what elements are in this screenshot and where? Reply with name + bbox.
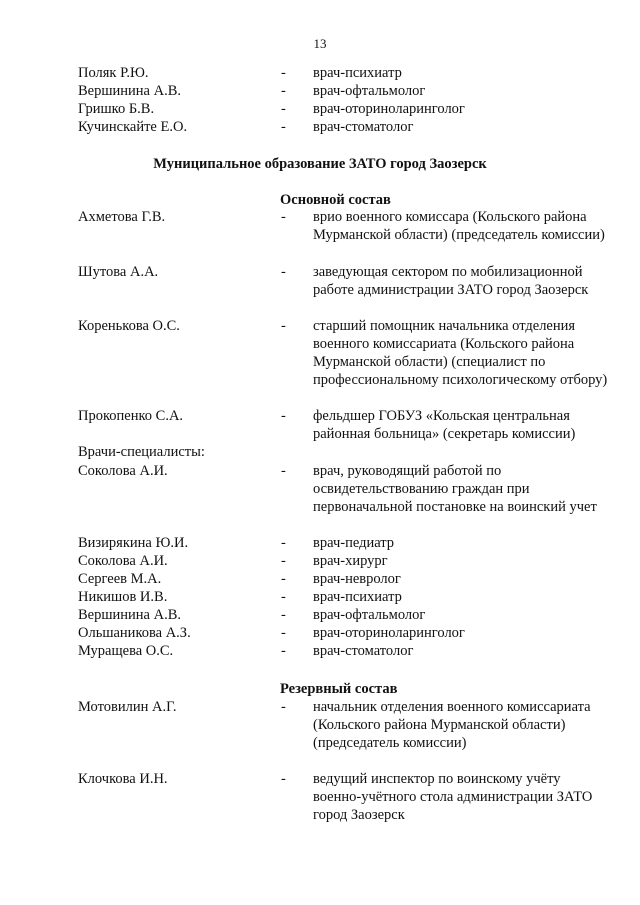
separator-dash: - — [281, 463, 286, 479]
person-name: Гришко Б.В. — [78, 101, 155, 117]
main-composition-heading: Основной состав — [280, 192, 391, 208]
person-name: Коренькова О.С. — [78, 318, 180, 334]
person-role: врач-невролог — [313, 571, 401, 587]
person-role: врач-офтальмолог — [313, 607, 426, 623]
person-role: врач-стоматолог — [313, 643, 414, 659]
section-title: Муниципальное образование ЗАТО город Заозерск — [153, 156, 487, 172]
person-name: Ахметова Г.В. — [78, 209, 166, 225]
person-role: врач, руководящий работой по освидетельствованию граждан при первоначальной постановке на воинский учет — [313, 463, 597, 515]
separator-dash: - — [281, 643, 286, 659]
person-name: Соколова А.И. — [78, 553, 168, 569]
specialists-label: Врачи-специалисты: — [78, 444, 205, 460]
person-role: врач-хирург — [313, 553, 388, 569]
separator-dash: - — [281, 119, 286, 135]
person-role: врач-психиатр — [313, 589, 402, 605]
person-role: врач-оториноларинголог — [313, 101, 465, 117]
person-name: Мотовилин А.Г. — [78, 699, 177, 715]
separator-dash: - — [281, 625, 286, 641]
person-name: Сергеев М.А. — [78, 571, 162, 587]
person-name: Шутова А.А. — [78, 264, 159, 280]
person-name: Кучинскайте Е.О. — [78, 119, 188, 135]
separator-dash: - — [281, 589, 286, 605]
person-name: Соколова А.И. — [78, 463, 168, 479]
person-name: Визирякина Ю.И. — [78, 535, 189, 551]
person-role: заведующая сектором по мобилизационной работе администрации ЗАТО город Заозерск — [313, 264, 589, 298]
separator-dash: - — [281, 209, 286, 225]
separator-dash: - — [281, 771, 286, 787]
person-role: ведущий инспектор по воинскому учёту военно-учётного стола администрации ЗАТО город Заозерск — [313, 771, 593, 823]
person-name: Прокопенко С.А. — [78, 408, 184, 424]
separator-dash: - — [281, 101, 286, 117]
separator-dash: - — [281, 535, 286, 551]
page-number: 13 — [313, 36, 327, 51]
separator-dash: - — [281, 408, 286, 424]
separator-dash: - — [281, 699, 286, 715]
person-role: фельдшер ГОБУЗ «Кольская центральная районная больница» (секретарь комиссии) — [313, 408, 576, 442]
person-role: старший помощник начальника отделения военного комиссариата (Кольского района Мурманской области) (специалист по профессиональному психологическому отбору) — [313, 318, 608, 388]
separator-dash: - — [281, 607, 286, 623]
person-name: Ольшаникова А.З. — [78, 625, 191, 641]
separator-dash: - — [281, 553, 286, 569]
separator-dash: - — [281, 83, 286, 99]
person-role: врач-педиатр — [313, 535, 395, 551]
person-name: Клочкова И.Н. — [78, 771, 168, 787]
person-role: врач-психиатр — [313, 65, 402, 81]
person-role: врач-оториноларинголог — [313, 625, 465, 641]
person-name: Вершинина А.В. — [78, 607, 182, 623]
separator-dash: - — [281, 264, 286, 280]
separator-dash: - — [281, 571, 286, 587]
person-role: врио военного комиссара (Кольского района Мурманской области) (председатель комиссии) — [313, 209, 605, 243]
person-name: Поляк Р.Ю. — [78, 65, 149, 81]
person-name: Муращева О.С. — [78, 643, 174, 659]
person-name: Вершинина А.В. — [78, 83, 182, 99]
person-role: врач-стоматолог — [313, 119, 414, 135]
person-name: Никишов И.В. — [78, 589, 168, 605]
separator-dash: - — [281, 65, 286, 81]
reserve-composition-heading: Резервный состав — [280, 681, 398, 697]
person-role: начальник отделения военного комиссариата (Кольского района Мурманской области) (председатель комиссии) — [313, 699, 591, 751]
separator-dash: - — [281, 318, 286, 334]
person-role: врач-офтальмолог — [313, 83, 426, 99]
